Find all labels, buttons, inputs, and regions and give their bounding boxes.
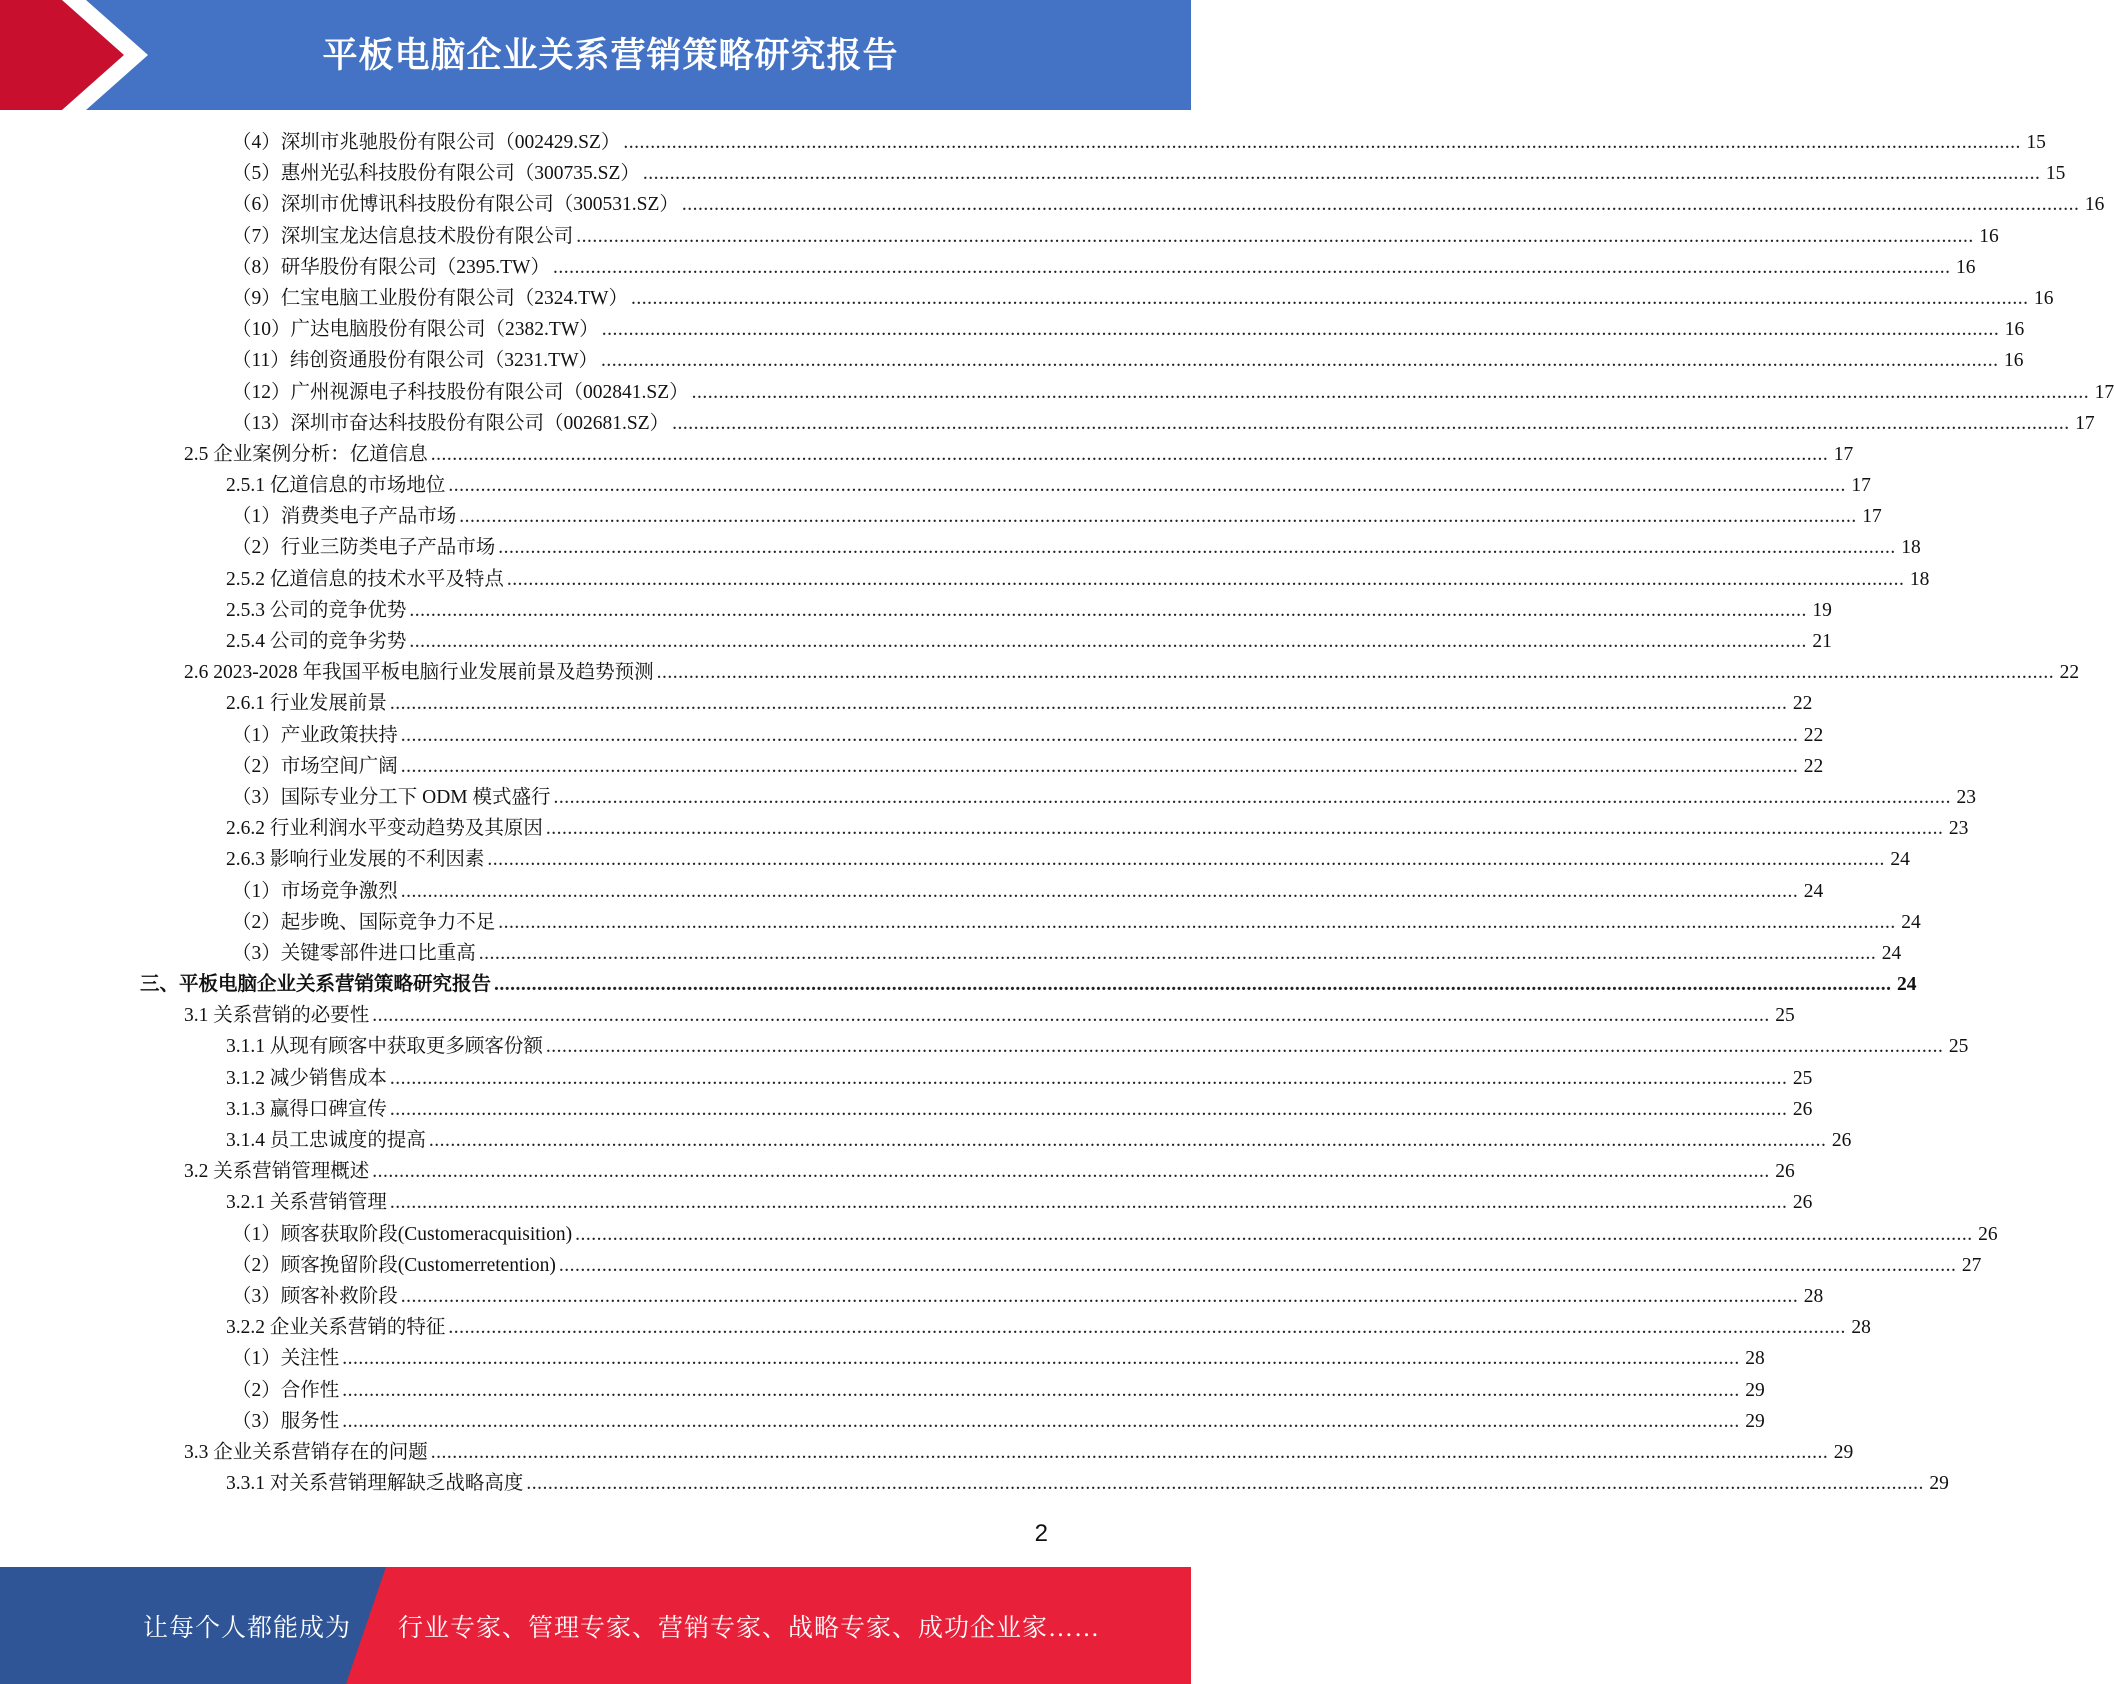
toc-entry-label: 2.5.2 亿道信息的技术水平及特点 [226, 568, 504, 590]
toc-leader-dots: .................................................................................................................................................................................................................................................................... [428, 1130, 1827, 1151]
toc-entry[interactable] [0, 657, 2080, 688]
toc-entry[interactable] [0, 969, 1917, 1000]
toc-entry-label: （1）市场竞争激烈 [232, 880, 398, 902]
toc-entry-label: （4）深圳市兆驰股份有限公司（002429.SZ） [232, 132, 621, 153]
toc-entry-page: 22 [2059, 662, 2080, 684]
toc-entry[interactable] [0, 377, 2114, 408]
toc-entry-label: 3.3 企业关系营销存在的问题 [184, 1441, 428, 1463]
page-number: 2 [1034, 1520, 1048, 1547]
toc-entry[interactable] [0, 1250, 1982, 1281]
toc-entry[interactable] [0, 158, 2066, 189]
toc-entry[interactable] [0, 1343, 1765, 1374]
toc-entry-label: （5）惠州光弘科技股份有限公司（300735.SZ） [232, 163, 640, 185]
toc-leader-dots: .................................................................................................................................................................................................................................................................... [409, 631, 1807, 652]
toc-leader-dots: .................................................................................................................................................................................................................................................................... [430, 443, 1829, 465]
toc-entry-label: （12）广州视源电子科技股份有限公司（002841.SZ） [232, 381, 689, 403]
toc-entry-page: 23 [1956, 786, 1977, 808]
toc-entry-label: 2.5 企业案例分析：亿道信息 [184, 443, 428, 465]
toc-entry-page: 24 [1890, 849, 1910, 871]
toc-leader-dots: .................................................................................................................................................................................................................................................................... [545, 818, 1944, 840]
toc-entry[interactable] [0, 595, 1832, 626]
toc-leader-dots: .................................................................................................................................................................................................................................................................... [389, 693, 1788, 715]
page-header [0, 0, 1191, 110]
toc-entry-page: 17 [1862, 506, 1882, 528]
toc-entry[interactable] [0, 1000, 1795, 1031]
toc-entry[interactable] [0, 1312, 1871, 1343]
toc-entry-label: （8）研华股份有限公司（2395.TW） [232, 256, 550, 278]
toc-entry-label: 三、平板电脑企业关系营销策略研究报告 [140, 974, 492, 996]
toc-entry-page: 24 [1897, 974, 1917, 996]
toc-entry-label: 3.2.1 关系营销管理 [226, 1192, 387, 1214]
toc-entry-label: 3.1.3 赢得口碑宣传 [226, 1098, 387, 1120]
toc-entry-page: 15 [2045, 163, 2066, 185]
toc-entry[interactable] [0, 907, 1921, 938]
toc-entry[interactable] [0, 1437, 1854, 1468]
toc-entry[interactable] [0, 844, 1910, 875]
toc-entry-label: 2.6.3 影响行业发展的不利因素 [226, 849, 485, 871]
toc-entry-page: 16 [2033, 287, 2054, 309]
toc-leader-dots: .................................................................................................................................................................................................................................................................... [681, 194, 2080, 216]
toc-entry-page: 16 [1955, 256, 1976, 278]
toc-entry[interactable] [0, 127, 2046, 158]
toc-entry-label: 2.5.3 公司的竞争优势 [226, 599, 407, 621]
toc-leader-dots: .................................................................................................................................................................................................................................................................... [400, 880, 1799, 902]
toc-entry-page: 26 [1792, 1192, 1813, 1214]
toc-entry[interactable] [0, 1187, 1813, 1218]
toc-entry[interactable] [0, 1125, 1852, 1156]
toc-leader-dots: .................................................................................................................................................................................................................................................................... [526, 1473, 1924, 1495]
toc-leader-dots: .................................................................................................................................................................................................................................................................... [389, 1192, 1788, 1214]
toc-entry[interactable] [0, 1406, 1765, 1437]
toc-leader-dots: .................................................................................................................................................................................................................................................................... [558, 1254, 1957, 1276]
toc-entry-label: 3.3.1 对关系营销理解缺乏战略高度 [226, 1473, 524, 1495]
toc-entry-label: （3）关键零部件进口比重高 [232, 942, 476, 964]
toc-entry-page: 23 [1948, 818, 1969, 840]
toc-entry-label: （7）深圳宝龙达信息技术股份有限公司 [232, 225, 574, 247]
toc-entry[interactable] [0, 688, 1813, 719]
toc-entry-label: （3）顾客补救阶段 [232, 1285, 398, 1307]
toc-entry-label: 2.6.1 行业发展前景 [226, 693, 387, 715]
toc-entry-page: 16 [2003, 350, 2024, 372]
toc-entry-label: （9）仁宝电脑工业股份有限公司（2324.TW） [232, 287, 628, 309]
toc-entry[interactable] [0, 938, 1902, 969]
toc-entry-page: 18 [1901, 537, 1921, 559]
toc-entry-page: 22 [1803, 755, 1824, 777]
toc-entry-page: 26 [1831, 1130, 1852, 1151]
toc-entry-page: 28 [1745, 1348, 1765, 1370]
toc-entry-page: 28 [1803, 1285, 1824, 1307]
toc-leader-dots: .................................................................................................................................................................................................................................................................... [400, 1285, 1799, 1307]
toc-leader-dots: .................................................................................................................................................................................................................................................................... [600, 350, 1999, 372]
toc-entry-page: 26 [1978, 1223, 1998, 1245]
toc-entry-page: 24 [1901, 911, 1921, 933]
toc-entry-page: 25 [1775, 1005, 1795, 1027]
toc-entry-page: 24 [1881, 942, 1902, 964]
toc-entry[interactable] [0, 1094, 1813, 1125]
toc-entry-page: 21 [1812, 631, 1832, 652]
toc-entry-label: （10）广达电脑股份有限公司（2382.TW） [232, 319, 599, 341]
toc-entry[interactable] [0, 408, 2095, 439]
toc-entry-label: （6）深圳市优博讯科技股份有限公司（300531.SZ） [232, 194, 679, 216]
toc-entry[interactable] [0, 1031, 1969, 1062]
toc-entry[interactable] [0, 189, 2105, 220]
toc-entry-page: 24 [1803, 880, 1824, 902]
toc-leader-dots: .................................................................................................................................................................................................................................................................... [342, 1379, 1740, 1401]
toc-entry-label: 3.1.1 从现有顾客中获取更多顾客份额 [226, 1036, 543, 1058]
toc-entry[interactable] [0, 1063, 1813, 1094]
toc-entry-page: 17 [1833, 443, 1854, 465]
report-title: 平板电脑企业关系营销策略研究报告 [322, 36, 899, 76]
toc-entry-label: 3.2 关系营销管理概述 [184, 1161, 370, 1183]
toc-leader-dots: .................................................................................................................................................................................................................................................................... [672, 412, 2070, 434]
toc-entry[interactable] [0, 1281, 1824, 1312]
toc-entry[interactable] [0, 1156, 1795, 1187]
toc-entry[interactable] [0, 501, 1882, 532]
toc-entry-page: 22 [1803, 724, 1824, 746]
toc-entry[interactable] [0, 345, 2024, 376]
toc-leader-dots: .................................................................................................................................................................................................................................................................... [623, 132, 2021, 153]
toc-entry-page: 29 [1929, 1473, 1949, 1495]
toc-entry-page: 15 [2026, 132, 2046, 153]
toc-entry-page: 17 [2075, 412, 2095, 434]
toc-leader-dots: .................................................................................................................................................................................................................................................................... [576, 225, 1974, 247]
toc-entry-page: 22 [1792, 693, 1813, 715]
table-of-contents [0, 127, 2114, 1499]
toc-entry-label: （2）起步晚、国际竞争力不足 [232, 911, 496, 933]
toc-leader-dots: .................................................................................................................................................................................................................................................................... [630, 287, 2029, 309]
toc-entry[interactable] [0, 252, 1976, 283]
toc-entry[interactable] [0, 532, 1921, 563]
toc-leader-dots: .................................................................................................................................................................................................................................................................... [400, 724, 1799, 746]
toc-entry-page: 29 [1745, 1410, 1765, 1432]
toc-entry-page: 26 [1775, 1161, 1795, 1183]
toc-entry-label: （2）行业三防类电子产品市场 [232, 537, 496, 559]
toc-entry-label: （1）关注性 [232, 1348, 340, 1370]
toc-entry-label: （13）深圳市奋达科技股份有限公司（002681.SZ） [232, 412, 670, 434]
toc-leader-dots: .................................................................................................................................................................................................................................................................... [389, 1098, 1788, 1120]
toc-entry-page: 18 [1909, 568, 1930, 590]
page-footer [0, 1567, 1191, 1684]
toc-entry-label: （3）国际专业分工下 ODM 模式盛行 [232, 786, 551, 808]
toc-entry-page: 19 [1812, 599, 1832, 621]
toc-entry-label: （1）产业政策扶持 [232, 724, 398, 746]
toc-leader-dots: .................................................................................................................................................................................................................................................................... [545, 1036, 1944, 1058]
toc-leader-dots: .................................................................................................................................................................................................................................................................... [478, 942, 1877, 964]
toc-entry-label: （1）消费类电子产品市场 [232, 506, 457, 528]
toc-entry[interactable] [0, 314, 2025, 345]
footer-slogan-right: 行业专家、管理专家、营销专家、战略专家、成功企业家…… [398, 1614, 1101, 1642]
toc-entry[interactable] [0, 1375, 1765, 1406]
toc-entry-label: 3.1 关系营销的必要性 [184, 1005, 370, 1027]
toc-entry-label: 3.1.2 减少销售成本 [226, 1067, 387, 1089]
toc-entry[interactable] [0, 221, 1999, 252]
toc-leader-dots: .................................................................................................................................................................................................................................................................... [400, 755, 1799, 777]
toc-entry[interactable] [0, 626, 1832, 657]
toc-leader-dots: .................................................................................................................................................................................................................................................................... [642, 163, 2041, 185]
toc-entry[interactable] [0, 439, 1854, 470]
toc-entry-page: 27 [1961, 1254, 1982, 1276]
toc-entry-page: 16 [2004, 319, 2025, 341]
toc-leader-dots: .................................................................................................................................................................................................................................................................... [448, 1317, 1846, 1339]
toc-leader-dots: .................................................................................................................................................................................................................................................................... [459, 506, 1857, 528]
toc-entry[interactable] [0, 813, 1969, 844]
toc-entry[interactable] [0, 1219, 1998, 1250]
toc-entry-page: 17 [1851, 475, 1871, 497]
toc-leader-dots: .................................................................................................................................................................................................................................................................... [409, 599, 1807, 621]
toc-entry-label: （2）顾客挽留阶段(Customerretention) [232, 1254, 556, 1276]
toc-entry[interactable] [0, 720, 1824, 751]
toc-leader-dots: .................................................................................................................................................................................................................................................................... [575, 1223, 1973, 1245]
toc-entry-label: （11）纬创资通股份有限公司（3231.TW） [232, 350, 598, 372]
toc-leader-dots: .................................................................................................................................................................................................................................................................... [553, 786, 1952, 808]
toc-leader-dots: .................................................................................................................................................................................................................................................................... [342, 1410, 1740, 1432]
toc-entry-label: 2.6 2023-2028 年我国平板电脑行业发展前景及趋势预测 [184, 662, 654, 684]
toc-entry-page: 16 [1979, 225, 1999, 247]
toc-entry-page: 29 [1833, 1441, 1854, 1463]
toc-entry-label: 2.6.2 行业利润水平变动趋势及其原因 [226, 818, 543, 840]
footer-slogan-left: 让每个人都能成为 [143, 1614, 352, 1642]
toc-entry[interactable] [0, 470, 1871, 501]
toc-entry-page: 17 [2094, 381, 2114, 403]
toc-entry-label: 3.2.2 企业关系营销的特征 [226, 1317, 446, 1339]
toc-leader-dots: .................................................................................................................................................................................................................................................................... [372, 1005, 1770, 1027]
toc-leader-dots: .................................................................................................................................................................................................................................................................... [498, 537, 1896, 559]
toc-entry-label: 2.5.1 亿道信息的市场地位 [226, 475, 446, 497]
toc-entry-label: （2）市场空间广阔 [232, 755, 398, 777]
toc-leader-dots: .................................................................................................................................................................................................................................................................... [601, 319, 2000, 341]
toc-leader-dots: .................................................................................................................................................................................................................................................................... [487, 849, 1885, 871]
toc-leader-dots: .................................................................................................................................................................................................................................................................... [430, 1441, 1829, 1463]
toc-entry-page: 29 [1745, 1379, 1765, 1401]
toc-entry[interactable] [0, 876, 1824, 907]
toc-entry-page: 26 [1792, 1098, 1813, 1120]
toc-leader-dots: .................................................................................................................................................................................................................................................................... [389, 1067, 1788, 1089]
toc-entry-label: （2）合作性 [232, 1379, 340, 1401]
toc-leader-dots: .................................................................................................................................................................................................................................................................... [691, 381, 2090, 403]
toc-entry[interactable] [0, 782, 1977, 813]
toc-leader-dots: .................................................................................................................................................................................................................................................................... [372, 1161, 1770, 1183]
toc-leader-dots: .................................................................................................................................................................................................................................................................... [656, 662, 2055, 684]
toc-entry-page: 25 [1792, 1067, 1813, 1089]
toc-entry[interactable] [0, 751, 1824, 782]
toc-entry-label: 2.5.4 公司的竞争劣势 [226, 631, 407, 652]
toc-entry[interactable] [0, 1468, 1949, 1499]
toc-entry-label: （1）顾客获取阶段(Customeracquisition) [232, 1223, 573, 1245]
toc-leader-dots: .................................................................................................................................................................................................................................................................... [552, 256, 1951, 278]
toc-leader-dots: .................................................................................................................................................................................................................................................................... [506, 568, 1905, 590]
toc-entry-page: 25 [1948, 1036, 1969, 1058]
toc-entry-label: （3）服务性 [232, 1410, 340, 1432]
toc-entry-label: 3.1.4 员工忠诚度的提高 [226, 1130, 426, 1151]
toc-leader-dots: .................................................................................................................................................................................................................................................................... [342, 1348, 1740, 1370]
toc-leader-dots: .................................................................................................................................................................................................................................................................... [498, 911, 1896, 933]
toc-entry-page: 16 [2084, 194, 2105, 216]
toc-leader-dots: .................................................................................................................................................................................................................................................................... [494, 974, 1892, 996]
toc-entry[interactable] [0, 283, 2054, 314]
toc-leader-dots: .................................................................................................................................................................................................................................................................... [448, 475, 1846, 497]
toc-entry-page: 28 [1851, 1317, 1871, 1339]
toc-entry[interactable] [0, 564, 1930, 595]
